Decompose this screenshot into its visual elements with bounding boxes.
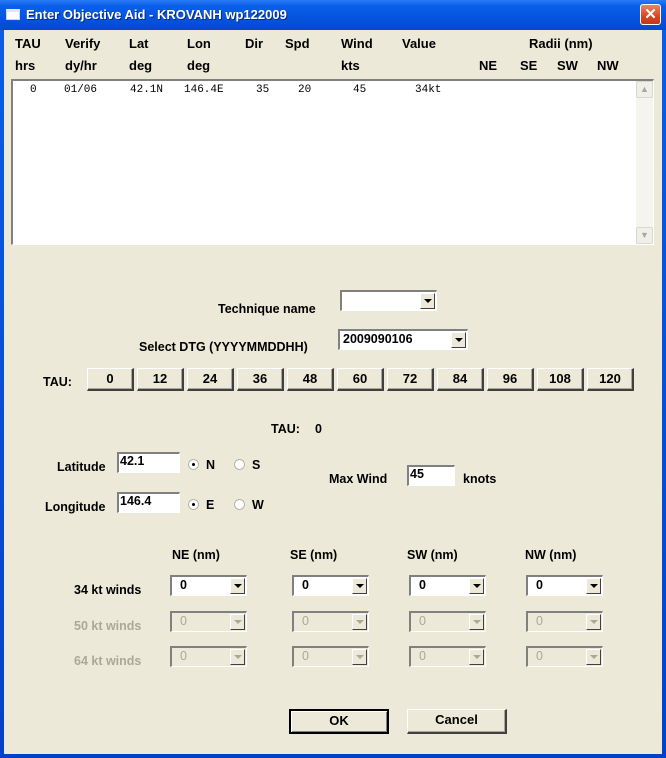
scroll-up-button[interactable] xyxy=(636,81,653,98)
radii-col-se: SE (nm) xyxy=(290,548,338,562)
lon-w-radio[interactable] xyxy=(234,499,245,510)
header-sw: SW xyxy=(557,58,578,73)
header-lon: Lon xyxy=(187,36,211,51)
lon-e-radio[interactable] xyxy=(188,499,199,510)
header-lat: Lat xyxy=(129,36,149,51)
chevron-down-icon[interactable] xyxy=(451,332,466,348)
tau-status-value: 0 xyxy=(315,422,322,436)
radii-value: 0 xyxy=(302,578,309,592)
tau-button-108[interactable]: 108 xyxy=(537,368,584,391)
header-lon-deg: deg xyxy=(187,58,211,73)
tau-button-48[interactable]: 48 xyxy=(287,368,334,391)
tau-button-96[interactable]: 96 xyxy=(487,368,534,391)
chevron-down-icon xyxy=(469,614,484,630)
objective-aid-list[interactable] xyxy=(11,79,654,245)
radii-64-sw-dropdown xyxy=(409,646,486,667)
lon-w-label: W xyxy=(252,498,264,512)
tau-button-72[interactable]: 72 xyxy=(387,368,434,391)
header-kts: kts xyxy=(341,58,360,73)
tau-label: TAU: xyxy=(43,375,72,389)
tau-button-120[interactable]: 120 xyxy=(587,368,634,391)
technique-label: Technique name xyxy=(218,302,316,316)
vertical-scrollbar[interactable] xyxy=(636,81,653,244)
radii-row-34-label: 34 kt winds xyxy=(74,583,142,597)
latitude-value: 42.1 xyxy=(120,454,145,468)
latitude-label: Latitude xyxy=(57,460,106,474)
dtg-label: Select DTG (YYYYMMDDHH) xyxy=(139,340,308,354)
window-title: Enter Objective Aid - KROVANH wp122009 xyxy=(26,7,287,22)
chevron-down-icon[interactable] xyxy=(420,293,435,309)
close-icon: ✕ xyxy=(644,6,657,23)
header-lat-deg: deg xyxy=(129,58,153,73)
radii-64-ne-dropdown xyxy=(170,646,247,667)
radii-value: 0 xyxy=(302,649,309,663)
chevron-down-icon xyxy=(352,649,367,665)
longitude-label: Longitude xyxy=(45,500,106,514)
header-hrs: hrs xyxy=(15,58,36,73)
chevron-down-icon xyxy=(586,649,601,665)
header-verify: Verify xyxy=(65,36,101,51)
chevron-down-icon xyxy=(469,649,484,665)
dtg-dropdown[interactable] xyxy=(338,329,468,350)
header-tau: TAU xyxy=(15,36,41,51)
cell-value: 34kt xyxy=(415,84,442,96)
technique-dropdown[interactable] xyxy=(340,290,437,311)
radii-64-nw-dropdown xyxy=(526,646,603,667)
chevron-down-icon xyxy=(230,614,245,630)
header-value: Value xyxy=(402,36,436,51)
chevron-down-icon xyxy=(586,614,601,630)
lat-s-label: S xyxy=(252,458,261,472)
radii-34-se-dropdown[interactable] xyxy=(292,575,369,596)
header-ne: NE xyxy=(479,58,498,73)
cell-lon: 146.4E xyxy=(184,84,224,96)
header-nw: NW xyxy=(597,58,619,73)
maxwind-input[interactable] xyxy=(407,465,455,486)
chevron-down-icon[interactable] xyxy=(230,578,245,594)
cell-dir: 35 xyxy=(256,84,270,96)
cancel-button[interactable]: Cancel xyxy=(407,709,507,734)
window-icon xyxy=(6,9,20,20)
header-dir: Dir xyxy=(245,36,264,51)
radii-value: 0 xyxy=(419,578,426,592)
tau-button-0[interactable]: 0 xyxy=(87,368,134,391)
tau-button-84[interactable]: 84 xyxy=(437,368,484,391)
header-se: SE xyxy=(520,58,538,73)
cell-lat: 42.1N xyxy=(130,84,164,96)
ok-button[interactable]: OK xyxy=(289,709,389,734)
maxwind-units: knots xyxy=(463,472,497,486)
radii-50-se-dropdown xyxy=(292,611,369,632)
radii-row-50-label: 50 kt winds xyxy=(74,619,142,633)
longitude-input[interactable] xyxy=(117,492,180,513)
cell-tau: 0 xyxy=(30,84,37,96)
cell-verify: 01/06 xyxy=(64,84,98,96)
cell-spd: 20 xyxy=(298,84,312,96)
radii-col-ne: NE (nm) xyxy=(172,548,220,562)
title-bar[interactable] xyxy=(0,0,666,30)
radii-64-se-dropdown xyxy=(292,646,369,667)
radii-row-64-label: 64 kt winds xyxy=(74,654,142,668)
chevron-up-icon: ▲ xyxy=(640,84,649,94)
header-wind: Wind xyxy=(341,36,373,51)
chevron-down-icon[interactable] xyxy=(586,578,601,594)
tau-button-24[interactable]: 24 xyxy=(187,368,234,391)
scroll-down-button[interactable] xyxy=(636,227,653,244)
radii-value: 0 xyxy=(419,649,426,663)
radii-34-nw-dropdown[interactable] xyxy=(526,575,603,596)
cell-wind: 45 xyxy=(353,84,367,96)
radii-34-sw-dropdown[interactable] xyxy=(409,575,486,596)
close-button[interactable] xyxy=(640,4,661,25)
tau-button-36[interactable]: 36 xyxy=(237,368,284,391)
radii-value: 0 xyxy=(536,649,543,663)
chevron-down-icon xyxy=(352,614,367,630)
dtg-value: 2009090106 xyxy=(343,332,413,346)
lat-s-radio[interactable] xyxy=(234,459,245,470)
header-dyhr: dy/hr xyxy=(65,58,97,73)
maxwind-value: 45 xyxy=(410,467,424,481)
radii-50-ne-dropdown xyxy=(170,611,247,632)
latitude-input[interactable] xyxy=(117,452,180,473)
radii-34-ne-dropdown[interactable] xyxy=(170,575,247,596)
tau-button-60[interactable]: 60 xyxy=(337,368,384,391)
chevron-down-icon: ▼ xyxy=(640,230,649,240)
lat-n-radio[interactable] xyxy=(188,459,199,470)
radii-value: 0 xyxy=(419,614,426,628)
radii-value: 0 xyxy=(536,614,543,628)
tau-button-12[interactable]: 12 xyxy=(137,368,184,391)
dialog-client xyxy=(4,30,662,754)
chevron-down-icon[interactable] xyxy=(352,578,367,594)
radii-col-sw: SW (nm) xyxy=(407,548,458,562)
header-spd: Spd xyxy=(285,36,310,51)
radii-50-nw-dropdown xyxy=(526,611,603,632)
radii-value: 0 xyxy=(302,614,309,628)
radii-value: 0 xyxy=(180,578,187,592)
longitude-value: 146.4 xyxy=(120,494,152,508)
chevron-down-icon[interactable] xyxy=(469,578,484,594)
radii-50-sw-dropdown xyxy=(409,611,486,632)
chevron-down-icon xyxy=(230,649,245,665)
lon-e-label: E xyxy=(206,498,215,512)
radii-value: 0 xyxy=(536,578,543,592)
maxwind-label: Max Wind xyxy=(329,472,388,486)
tau-status-label: TAU: xyxy=(271,422,300,436)
radii-value: 0 xyxy=(180,649,187,663)
radii-col-nw: NW (nm) xyxy=(525,548,577,562)
header-radii: Radii (nm) xyxy=(529,36,593,51)
radii-value: 0 xyxy=(180,614,187,628)
lat-n-label: N xyxy=(206,458,216,472)
